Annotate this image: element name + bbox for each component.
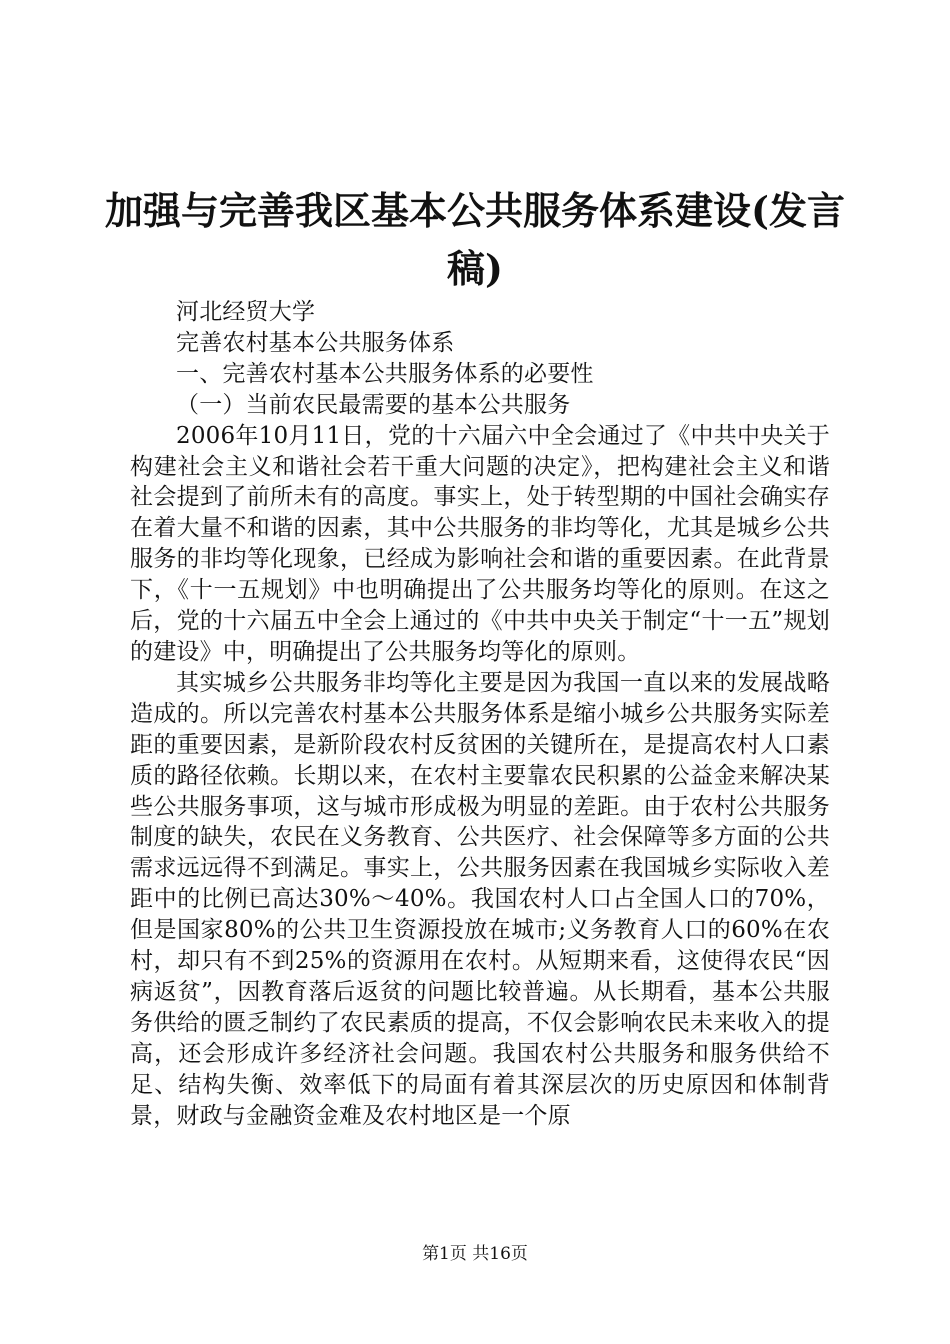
section-heading: 完善农村基本公共服务体系 — [176, 329, 455, 356]
document-title: 加强与完善我区基本公共服务体系建设(发言稿) — [105, 188, 845, 291]
body-paragraph: 其实城乡公共服务非均等化主要是因为我国一直以来的发展战略造成的。所以完善农村基本公共服务体系是缩小城乡公共服务实际差距的重要因素，是新阶段农村反贫困的关键所在，是提高农村人口素质的路径依赖。长期以来，在农村主要靠农民积累的公益金来解决某些公共服务事项，这与城市形成极为明显的差距。由于农村公共服务制度的缺失，农民在义务教育、公共医疗、社会保障等多方面的公共需求远远得不到满足。事实上，公共服务因素在我国城乡实际收入差距中的比例已高达30%～40%。我国农村人口占全国人口的70%，但是国家80%的公共卫生资源投放在城市;义务教育人口的60%在农村，却只有不到25%的资源用在农村。从短期来看，这使得农民“因病返贫”，因教育落后返贫的问题比较普遍。从长期看，基本公共服务供给的匮乏制约了农民素质的提高，不仅会影响农民未来收入的提高，还会形成许多经济社会问题。我国农村公共服务和服务供给不足、结构失衡、效率低下的局面有着其深层次的历史原因和体制背景，财政与金融资金难及农村地区是一个原 — [130, 669, 830, 1129]
subsubsection-heading: （一）当前农民最需要的基本公共服务 — [176, 391, 571, 418]
document-body — [130, 297, 830, 1131]
subsection-heading: 一、完善农村基本公共服务体系的必要性 — [176, 360, 594, 387]
body-paragraph: 2006年10月11日，党的十六届六中全会通过了《中共中央关于构建社会主义和谐社会若干重大问题的决定》，把构建社会主义和谐社会提到了前所未有的高度。事实上，处于转型期的中国社会确实存在着大量不和谐的因素，其中公共服务的非均等化，尤其是城乡公共服务的非均等化现象，已经成为影响社会和谐的重要因素。在此背景下，《十一五规划》中也明确提出了公共服务均等化的原则。在这之后，党的十六届五中全会上通过的《中共中央关于制定“十一五”规划的建设》中，明确提出了公共服务均等化的原则。 — [130, 422, 830, 665]
page-indicator: 第1页 共16页 — [422, 1244, 528, 1264]
author-affiliation: 河北经贸大学 — [176, 299, 316, 325]
